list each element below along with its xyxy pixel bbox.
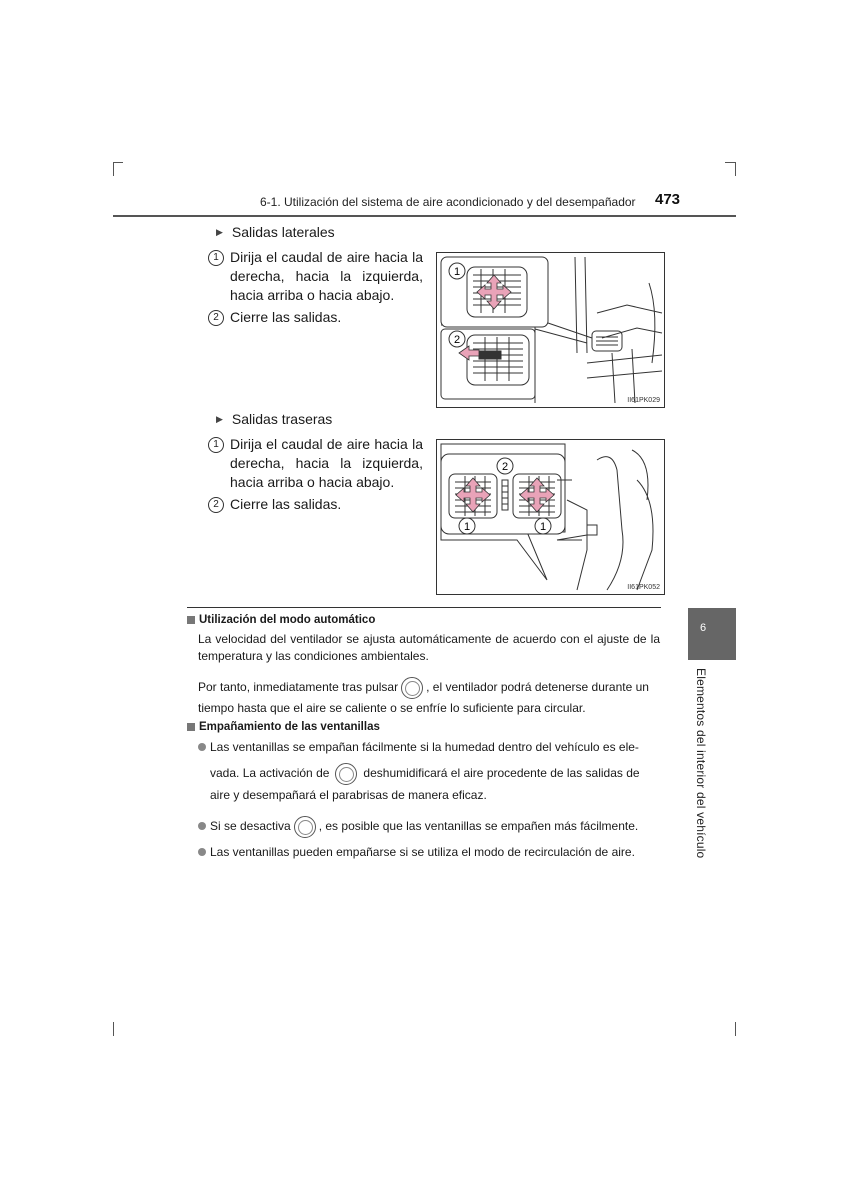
bullet-dot-icon	[198, 743, 206, 751]
square-bullet-icon	[187, 723, 195, 731]
fogging-bullet-1-line2: vada. La activación de deshumidificará el aire procedente de las salidas de	[210, 761, 662, 785]
header-rule	[113, 215, 736, 217]
rear-vents-figure	[436, 439, 665, 595]
figure-code: II61PK052	[627, 584, 660, 591]
callout-1: 1	[463, 521, 471, 533]
chapter-tab	[688, 608, 736, 660]
fogging-heading: Empañamiento de las ventanillas	[187, 721, 380, 733]
step-number: 1	[208, 437, 224, 453]
auto-mode-para-1: La velocidad del ventilador se ajusta automáticamente de acuerdo con el ajuste de la temperatura y las condiciones ambientales.	[198, 632, 660, 663]
auto-mode-heading: Utilización del modo automático	[187, 614, 375, 626]
fogging-bullet-3: Las ventanillas pueden empañarse si se utiliza el modo de recirculación de aire.	[198, 844, 635, 861]
crop-mark	[725, 162, 735, 163]
callout-2: 2	[501, 461, 509, 473]
figure-code: II61PK029	[627, 397, 660, 404]
bullet-dot-icon	[198, 822, 206, 830]
chapter-label: Elementos del interior del vehículo	[694, 668, 708, 859]
section-title: 6-1. Utilización del sistema de aire acondicionado y del desempañador	[260, 195, 636, 209]
fogging-bullet-1: Las ventanillas se empañan fácilmente si la humedad dentro del vehículo es ele-	[198, 739, 660, 756]
callout-1: 1	[453, 266, 461, 278]
crop-mark	[113, 1022, 114, 1036]
auto-mode-para-2-line2: tiempo hasta que el aire se caliente o se enfríe lo suficiente para circular.	[198, 701, 586, 715]
callout-1: 1	[539, 521, 547, 533]
side-vents-figure	[436, 252, 665, 408]
crop-mark	[735, 162, 736, 176]
crop-mark	[113, 162, 123, 163]
callout-2: 2	[453, 334, 461, 346]
side-vents-illustration	[437, 253, 664, 407]
rear-vents-illustration	[437, 440, 664, 594]
auto-mode-para-2: Por tanto, inmediatamente tras pulsar , el ventilador podrá detenerse durante un	[198, 675, 660, 699]
section-rule	[187, 607, 661, 608]
crop-mark	[735, 1022, 736, 1036]
square-bullet-icon	[187, 616, 195, 624]
step-number: 1	[208, 250, 224, 266]
fogging-bullet-2: Si se desactiva , es posible que las ventanillas se empañen más fácilmente.	[198, 814, 638, 838]
bullet-dot-icon	[198, 848, 206, 856]
page-number: 473	[655, 191, 681, 208]
step-number: 2	[208, 497, 224, 513]
rear-vents-heading: ▶ Salidas traseras	[216, 411, 333, 427]
fogging-bullet-1-line3: aire y desempañará el parabrisas de manera eficaz.	[210, 788, 487, 802]
chapter-number: 6	[700, 622, 707, 634]
triangle-bullet-icon: ▶	[216, 226, 223, 237]
auto-button-icon	[401, 677, 423, 699]
ac-button-icon	[335, 763, 357, 785]
crop-mark	[113, 162, 114, 176]
triangle-bullet-icon: ▶	[216, 413, 223, 424]
step-number: 2	[208, 310, 224, 326]
ac-button-icon	[294, 816, 316, 838]
side-vents-heading: ▶ Salidas laterales	[216, 224, 335, 240]
